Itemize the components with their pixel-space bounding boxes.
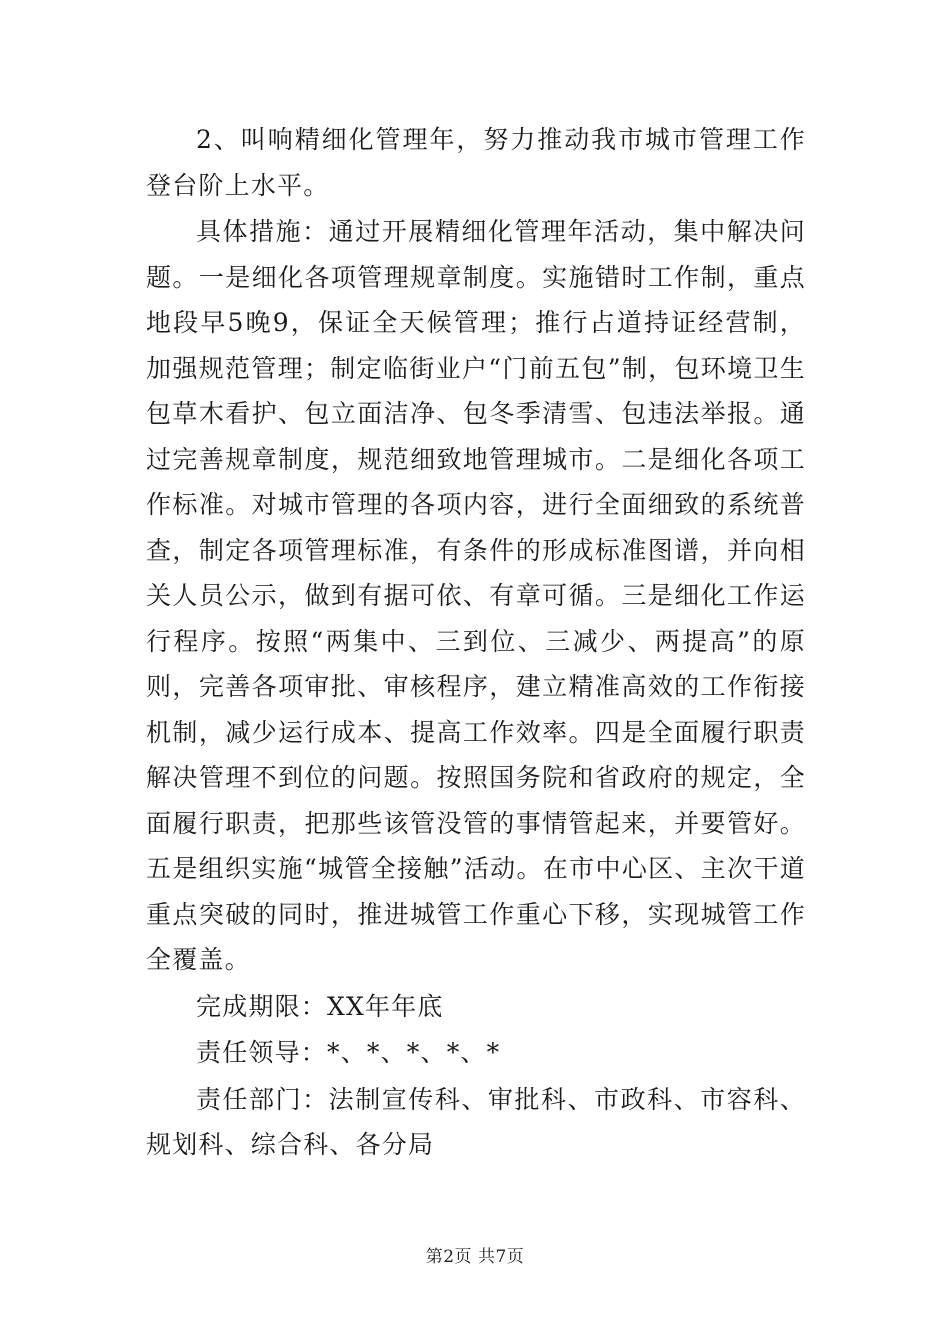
document-body [146, 117, 806, 1168]
paragraph-deadline: 完成期限：XX年年底 [196, 991, 444, 1021]
paragraph-leaders: 责任领导：*、*、*、*、* [196, 1038, 501, 1067]
paragraph-measures: 具体措施：通过开展精细化管理年活动，集中解决问题。一是细化各项管理规章制度。实施错时工作制，重点地段早5晚9，保证全天候管理；推行占道持证经营制，加强规范管理；制定临街业户“门前五包”制，包环境卫生包草木看护、包立面洁净、包冬季清雪、包违法举报。通过完善规章制度，规范细致地管理城市。二是细化各项工作标准。对城市管理的各项内容，进行全面细致的系统普查，制定各项管理标准，有条件的形成标准图谱，并向相关人员公示，做到有据可依、有章可循。三是细化工作运行程序。按照“两集中、三到位、三减少、两提高”的原则，完善各项审批、审核程序，建立精准高效的工作衔接机制，减少运行成本、提高工作效率。四是全面履行职责解决管理不到位的问题。按照国务院和省政府的规定，全面履行职责，把那些该管没管的事情管起来，并要管好。五是组织实施“城管全接触”活动。在市中心区、主次干道重点突破的同时，推进城管工作重心下移，实现城管工作全覆盖。 [146, 217, 806, 974]
page-number-footer: 第2页 共7页 [425, 1247, 525, 1267]
paragraph-heading: 2、叫响精细化管理年，努力推动我市城市管理工作登台阶上水平。 [146, 125, 806, 200]
paragraph-departments: 责任部门：法制宣传科、审批科、市政科、市容科、规划科、综合科、各分局 [146, 1084, 806, 1159]
